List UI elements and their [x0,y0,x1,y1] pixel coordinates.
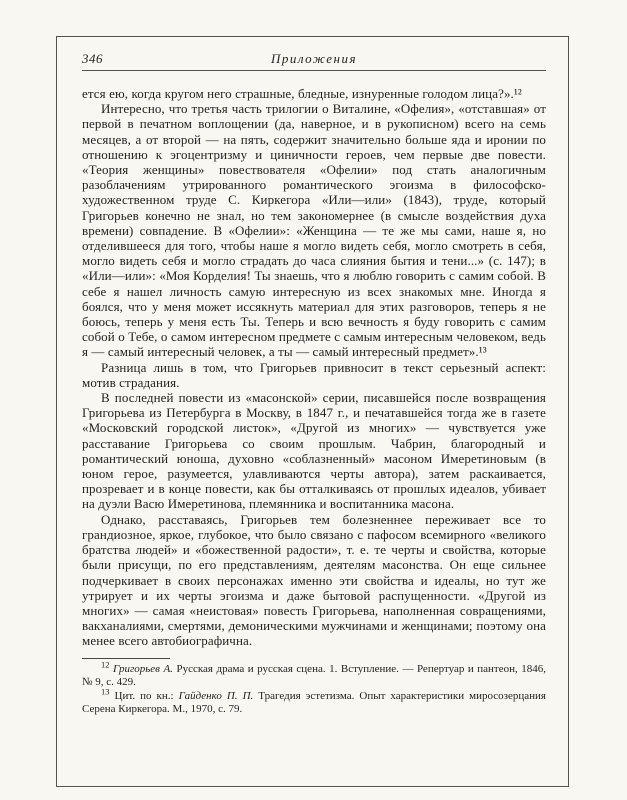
footnote-item [82,686,546,717]
paragraph: ется ею, когда кругом него страшные, бледные, изнуренные голодом лица?».¹² [82,86,522,101]
footnote-marker: 13 [101,686,110,697]
running-head [82,50,546,71]
footnote-text: Трагедия эстетизма. Опыт характеристики миросозерцания Серена Киркегора. М., 1970, с. 79. [82,689,546,716]
footnote-item [82,658,547,690]
header-title: Приложения [270,51,358,66]
footnotes [82,658,546,717]
paragraph: Однако, расставаясь, Григорьев тем болезненнее переживает все то грандиозное, яркое, глубокое, что было связано с пафосом всемирного «великого братства людей» и «божественной радости», т. е. те черты и свойства, которые были присущи, по его представлениям, деятелям масонства. Он еще сильнее подчеркивает в своих персонажах именно эти свойства и идеалы, но тут же утрирует и их черты эгоизма и даже бытовой распущенности. «Другой из многих» — самая «неистовая» повесть Григорьева, наполненная совращениями, вакханалиями, смертями, демоническими мужчинами и женщинами; поэтому она менее всего автобиографична. [82,511,546,649]
footnote-separator [82,658,170,659]
footnote-author: Гайденко П. П. [178,689,254,702]
page-number: 346 [82,51,103,66]
paragraph: Разница лишь в том, что Григорьев привносит в текст серьезный аспект: мотив страдания. [82,359,546,390]
paragraph: Интересно, что третья часть трилогии о Виталине, «Офелия», «отставшая» от первой в печатном воплощении (да, наверное, и в рукописном) всего на семь месяцев, а от второй — на пять, содержит значительно больше яда и иронии по отношению к эгоцентризму и циничности героев, чем первые две повести. «Теория женщины» повествователя «Офелии» под стать аналогичным разоблачениям утрированного романтического эгоизма в философско-художественном труде С. Киркегора «Или—или» (1843), труде, который Григорьев конечно не знал, но тем закономернее (в смысле воздействия духа времени) совпадение. В «Офелии»: «Женщина — те же мы сами, наше я, но отделившееся для того, чтобы наше я могло видеть себя, могло смотреть в себя, могло видеть себя и могло страдать до часа слияния бытия и тени...» (с. 147); в «Или—или»: «Моя Корделия! Ты знаешь, что я люблю говорить с самим собой. В себе я нашел личность самую интересную из всех знакомых мне. Иногда я боялся, что у меня может иссякнуть материал для этих разговоров, теперь я не боюсь, теперь у меня есть Ты. Теперь и всю вечность я буду говорить с самим собой о Тебе, о самом интересном предмете с самым интересным человеком, ведь я — самый интересный человек, а ты — самый интересный предмет».¹³ [82,101,546,360]
page-content [82,50,546,717]
footnote-author: Григорьев А. [113,662,173,675]
body-text [82,86,546,649]
footnote-text: Русская драма и русская сцена. 1. Вступление. — Репертуар и пантеон, 1846, № 9, с. 429. [82,662,547,689]
footnote-pre: Цит. по кн.: [114,689,179,702]
paragraph: В последней повести из «масонской» серии, писавшейся после возвращения Григорьева из Петербурга в Москву, в 1847 г., и печатавшейся тогда же в газете «Московский городской листок», «Другой из многих» — чувствуется уже расставание Григорьева со своим прошлым. Чабрин, благородный и романтический юноша, духовно «соблазненный» масоном Имеретиновым (в юном герое, разумеется, улавливаются черты автора), затем раскаивается, прозревает и в конце повести, как бы отталкиваясь от прошлых идеалов, убивает на дуэли Васю Имеретинова, племянника и воспитанника масона. [82,390,546,512]
footnote-marker: 12 [101,658,110,669]
